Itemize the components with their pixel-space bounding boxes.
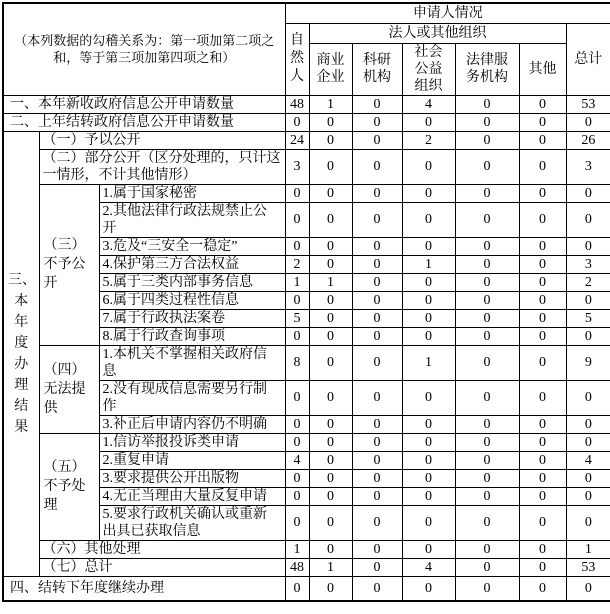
value-cell: 0 bbox=[309, 255, 352, 273]
value-cell: 0 bbox=[455, 255, 519, 273]
section-annual-results: 三、本年度办理结果 bbox=[3, 131, 39, 576]
value-cell: 0 bbox=[455, 202, 519, 237]
value-cell: 0 bbox=[566, 291, 610, 309]
value-cell: 0 bbox=[309, 149, 352, 184]
value-cell: 0 bbox=[566, 505, 610, 540]
value-cell: 0 bbox=[455, 237, 519, 255]
info-disclosure-table bbox=[2, 2, 610, 602]
value-cell: 0 bbox=[566, 487, 610, 505]
value-cell: 0 bbox=[309, 576, 352, 601]
value-cell: 0 bbox=[455, 113, 519, 131]
row-label: 2.其他法律行政法规禁止公开 bbox=[99, 202, 285, 237]
value-cell: 0 bbox=[402, 309, 455, 327]
value-cell: 0 bbox=[309, 309, 352, 327]
value-cell: 0 bbox=[455, 505, 519, 540]
value-cell: 0 bbox=[519, 184, 566, 202]
value-cell: 0 bbox=[519, 433, 566, 451]
value-cell: 0 bbox=[352, 576, 402, 601]
value-cell: 4 bbox=[285, 451, 309, 469]
value-cell: 0 bbox=[402, 380, 455, 415]
header-col-research: 科研机构 bbox=[352, 43, 402, 95]
value-cell: 0 bbox=[285, 469, 309, 487]
value-cell: 0 bbox=[455, 558, 519, 576]
row-label: （七）总计 bbox=[39, 558, 285, 576]
value-cell: 0 bbox=[402, 469, 455, 487]
value-cell: 0 bbox=[352, 327, 402, 345]
value-cell: 0 bbox=[566, 576, 610, 601]
value-cell: 0 bbox=[309, 202, 352, 237]
value-cell: 0 bbox=[519, 487, 566, 505]
header-col-total: 总计 bbox=[566, 23, 610, 95]
value-cell: 0 bbox=[352, 131, 402, 149]
value-cell: 4 bbox=[402, 95, 455, 113]
value-cell: 2 bbox=[402, 131, 455, 149]
value-cell: 0 bbox=[566, 415, 610, 433]
table-row bbox=[3, 345, 610, 380]
value-cell: 48 bbox=[285, 558, 309, 576]
value-cell: 0 bbox=[352, 433, 402, 451]
value-cell: 0 bbox=[352, 291, 402, 309]
row-label: 3.补正后申请内容仍不明确 bbox=[99, 415, 285, 433]
value-cell: 0 bbox=[455, 469, 519, 487]
row-label: 5.要求行政机关确认或重新出具已获取信息 bbox=[99, 505, 285, 540]
row-label: 1.属于国家秘密 bbox=[99, 184, 285, 202]
value-cell: 0 bbox=[309, 380, 352, 415]
value-cell: 0 bbox=[352, 487, 402, 505]
value-cell: 1 bbox=[309, 95, 352, 113]
value-cell: 1 bbox=[566, 540, 610, 558]
row-label: 一、本年新收政府信息公开申请数量 bbox=[3, 95, 285, 113]
value-cell: 0 bbox=[455, 273, 519, 291]
value-cell: 0 bbox=[352, 540, 402, 558]
value-cell: 0 bbox=[566, 237, 610, 255]
row-label: 2.没有现成信息需要另行制作 bbox=[99, 380, 285, 415]
value-cell: 0 bbox=[352, 255, 402, 273]
value-cell: 8 bbox=[285, 345, 309, 380]
value-cell: 0 bbox=[285, 237, 309, 255]
value-cell: 0 bbox=[285, 380, 309, 415]
value-cell: 0 bbox=[455, 345, 519, 380]
value-cell: 0 bbox=[402, 576, 455, 601]
value-cell: 0 bbox=[309, 237, 352, 255]
value-cell: 0 bbox=[352, 380, 402, 415]
value-cell: 0 bbox=[402, 415, 455, 433]
value-cell: 53 bbox=[566, 558, 610, 576]
row-label: 6.属于四类过程性信息 bbox=[99, 291, 285, 309]
value-cell: 5 bbox=[285, 309, 309, 327]
value-cell: 0 bbox=[402, 184, 455, 202]
value-cell: 0 bbox=[352, 451, 402, 469]
value-cell: 48 bbox=[285, 95, 309, 113]
value-cell: 0 bbox=[519, 451, 566, 469]
value-cell: 0 bbox=[519, 95, 566, 113]
value-cell: 0 bbox=[566, 433, 610, 451]
value-cell: 0 bbox=[455, 380, 519, 415]
value-cell: 0 bbox=[285, 184, 309, 202]
value-cell: 0 bbox=[519, 576, 566, 601]
value-cell: 0 bbox=[402, 202, 455, 237]
table-row bbox=[3, 433, 610, 451]
row-label: 4.无正当理由大量反复申请 bbox=[99, 487, 285, 505]
value-cell: 0 bbox=[352, 505, 402, 540]
value-cell: 0 bbox=[285, 327, 309, 345]
value-cell: 0 bbox=[352, 113, 402, 131]
value-cell: 0 bbox=[455, 451, 519, 469]
row-label: （一）予以公开 bbox=[39, 131, 285, 149]
value-cell: 0 bbox=[309, 113, 352, 131]
value-cell: 0 bbox=[455, 540, 519, 558]
value-cell: 4 bbox=[566, 451, 610, 469]
value-cell: 0 bbox=[309, 469, 352, 487]
value-cell: 0 bbox=[566, 202, 610, 237]
value-cell: 0 bbox=[519, 309, 566, 327]
row-label: 四、结转下年度继续办理 bbox=[3, 576, 285, 601]
value-cell: 1 bbox=[402, 255, 455, 273]
value-cell: 0 bbox=[519, 113, 566, 131]
value-cell: 0 bbox=[519, 273, 566, 291]
value-cell: 1 bbox=[309, 558, 352, 576]
value-cell: 0 bbox=[519, 505, 566, 540]
value-cell: 0 bbox=[519, 255, 566, 273]
value-cell: 0 bbox=[352, 415, 402, 433]
value-cell: 0 bbox=[519, 131, 566, 149]
table-row bbox=[3, 576, 610, 601]
value-cell: 0 bbox=[402, 505, 455, 540]
value-cell: 0 bbox=[566, 327, 610, 345]
value-cell: 0 bbox=[352, 95, 402, 113]
value-cell: 0 bbox=[455, 149, 519, 184]
value-cell: 0 bbox=[352, 345, 402, 380]
row-label: 4.保护第三方合法权益 bbox=[99, 255, 285, 273]
value-cell: 0 bbox=[566, 184, 610, 202]
row-label: 8.属于行政查询事项 bbox=[99, 327, 285, 345]
value-cell: 0 bbox=[285, 415, 309, 433]
table-row bbox=[3, 113, 610, 131]
row-label: 2.重复申请 bbox=[99, 451, 285, 469]
value-cell: 0 bbox=[519, 345, 566, 380]
value-cell: 0 bbox=[402, 540, 455, 558]
row-label: （二）部分公开（区分处理的，只计这一情形，不计其他情形） bbox=[39, 149, 285, 184]
section-unable-provide: （四）无法提供 bbox=[39, 345, 99, 433]
header-col-business: 商业企业 bbox=[309, 43, 352, 95]
value-cell: 0 bbox=[285, 113, 309, 131]
value-cell: 0 bbox=[519, 540, 566, 558]
value-cell: 0 bbox=[309, 451, 352, 469]
value-cell: 4 bbox=[402, 558, 455, 576]
row-label: 7.属于行政执法案卷 bbox=[99, 309, 285, 327]
table-row bbox=[3, 540, 610, 558]
table-row bbox=[3, 149, 610, 184]
value-cell: 1 bbox=[285, 540, 309, 558]
row-label: 1.信访举报投诉类申请 bbox=[99, 433, 285, 451]
value-cell: 0 bbox=[352, 469, 402, 487]
note-cell: （本列数据的勾稽关系为：第一项加第二项之和，等于第三项加第四项之和） bbox=[3, 3, 285, 95]
value-cell: 0 bbox=[352, 149, 402, 184]
value-cell: 0 bbox=[402, 149, 455, 184]
value-cell: 24 bbox=[285, 131, 309, 149]
value-cell: 0 bbox=[402, 451, 455, 469]
value-cell: 0 bbox=[309, 291, 352, 309]
row-label: 5.属于三类内部事务信息 bbox=[99, 273, 285, 291]
header-col-social: 社会公益组织 bbox=[402, 43, 455, 95]
value-cell: 0 bbox=[519, 291, 566, 309]
header-applicant: 申请人情况 bbox=[285, 3, 610, 23]
value-cell: 0 bbox=[309, 540, 352, 558]
section-no-process: （五）不予处理 bbox=[39, 433, 99, 540]
value-cell: 5 bbox=[566, 309, 610, 327]
value-cell: 0 bbox=[455, 131, 519, 149]
value-cell: 0 bbox=[566, 469, 610, 487]
value-cell: 0 bbox=[402, 433, 455, 451]
value-cell: 0 bbox=[285, 433, 309, 451]
value-cell: 0 bbox=[455, 327, 519, 345]
value-cell: 0 bbox=[352, 202, 402, 237]
row-label: （六）其他处理 bbox=[39, 540, 285, 558]
value-cell: 0 bbox=[455, 184, 519, 202]
value-cell: 0 bbox=[309, 505, 352, 540]
table-row bbox=[3, 131, 610, 149]
row-label: 3.危及“三安全一稳定” bbox=[99, 237, 285, 255]
value-cell: 9 bbox=[566, 345, 610, 380]
value-cell: 2 bbox=[566, 273, 610, 291]
table-row bbox=[3, 558, 610, 576]
value-cell: 0 bbox=[352, 184, 402, 202]
header-natural-person: 自然人 bbox=[285, 23, 309, 95]
row-label: 1.本机关不掌握相关政府信息 bbox=[99, 345, 285, 380]
value-cell: 0 bbox=[352, 558, 402, 576]
value-cell: 0 bbox=[519, 469, 566, 487]
table-row bbox=[3, 3, 610, 23]
value-cell: 0 bbox=[402, 291, 455, 309]
value-cell: 0 bbox=[566, 380, 610, 415]
value-cell: 0 bbox=[455, 95, 519, 113]
value-cell: 0 bbox=[455, 576, 519, 601]
value-cell: 0 bbox=[352, 309, 402, 327]
value-cell: 0 bbox=[402, 273, 455, 291]
value-cell: 0 bbox=[455, 415, 519, 433]
value-cell: 3 bbox=[285, 149, 309, 184]
value-cell: 0 bbox=[309, 433, 352, 451]
row-label: 3.要求提供公开出版物 bbox=[99, 469, 285, 487]
value-cell: 0 bbox=[309, 345, 352, 380]
value-cell: 1 bbox=[309, 273, 352, 291]
value-cell: 0 bbox=[402, 237, 455, 255]
value-cell: 0 bbox=[455, 309, 519, 327]
value-cell: 0 bbox=[285, 291, 309, 309]
value-cell: 0 bbox=[402, 327, 455, 345]
value-cell: 0 bbox=[309, 327, 352, 345]
value-cell: 0 bbox=[519, 149, 566, 184]
header-legal-org: 法人或其他组织 bbox=[309, 23, 566, 43]
value-cell: 0 bbox=[309, 487, 352, 505]
value-cell: 0 bbox=[352, 273, 402, 291]
table-row bbox=[3, 184, 610, 202]
value-cell: 53 bbox=[566, 95, 610, 113]
value-cell: 0 bbox=[402, 113, 455, 131]
value-cell: 0 bbox=[519, 202, 566, 237]
value-cell: 3 bbox=[566, 149, 610, 184]
value-cell: 0 bbox=[519, 380, 566, 415]
value-cell: 1 bbox=[402, 345, 455, 380]
value-cell: 0 bbox=[285, 487, 309, 505]
value-cell: 0 bbox=[309, 131, 352, 149]
row-label: 二、上年结转政府信息公开申请数量 bbox=[3, 113, 285, 131]
value-cell: 26 bbox=[566, 131, 610, 149]
value-cell: 0 bbox=[519, 237, 566, 255]
value-cell: 0 bbox=[285, 576, 309, 601]
value-cell: 0 bbox=[402, 487, 455, 505]
value-cell: 0 bbox=[455, 291, 519, 309]
value-cell: 0 bbox=[352, 237, 402, 255]
value-cell: 0 bbox=[455, 433, 519, 451]
table-row bbox=[3, 95, 610, 113]
value-cell: 0 bbox=[309, 415, 352, 433]
value-cell: 3 bbox=[566, 255, 610, 273]
value-cell: 2 bbox=[285, 255, 309, 273]
header-col-other: 其他 bbox=[519, 43, 566, 95]
header-col-legal-service: 法律服务机构 bbox=[455, 43, 519, 95]
value-cell: 0 bbox=[519, 415, 566, 433]
value-cell: 0 bbox=[566, 113, 610, 131]
value-cell: 1 bbox=[285, 273, 309, 291]
value-cell: 0 bbox=[455, 487, 519, 505]
value-cell: 0 bbox=[285, 505, 309, 540]
value-cell: 0 bbox=[519, 558, 566, 576]
value-cell: 0 bbox=[309, 184, 352, 202]
value-cell: 0 bbox=[519, 327, 566, 345]
section-no-disclosure: （三）不予公开 bbox=[39, 184, 99, 345]
value-cell: 0 bbox=[285, 202, 309, 237]
